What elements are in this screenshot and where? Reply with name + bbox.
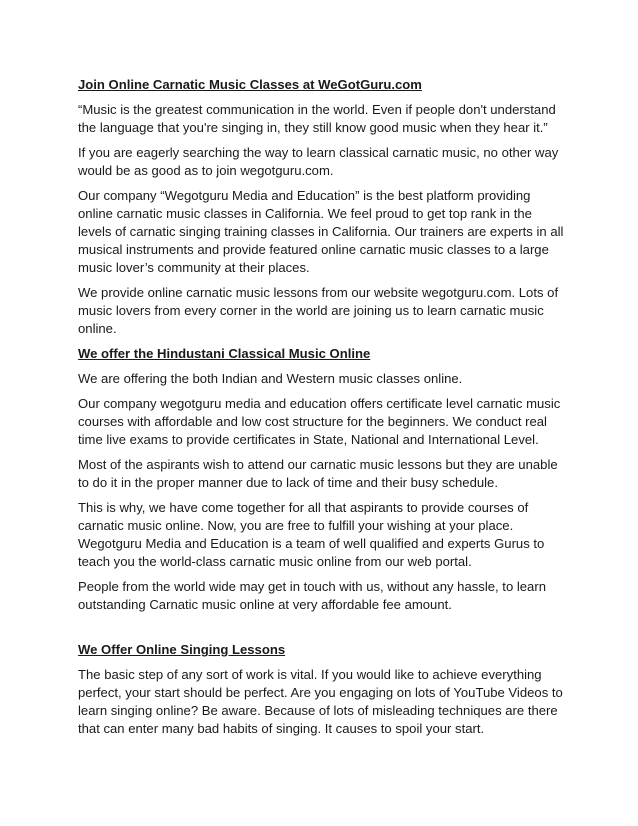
section-spacer <box>78 621 564 641</box>
document-page <box>78 76 564 745</box>
quote-paragraph: “Music is the greatest communication in the world. Even if people don't understand the language that you're singing in, they still know good music when they hear it.” <box>78 102 556 135</box>
section-heading-singing-lessons: We Offer Online Singing Lessons <box>78 642 286 657</box>
lessons-paragraph: We provide online carnatic music lessons from our website wegotguru.com. Lots of music lovers from every corner in the world are joining us to learn carnatic music online. <box>78 285 559 336</box>
intro-paragraph: If you are eagerly searching the way to learn classical carnatic music, no other way would be as good as to join wegotguru.com. <box>78 145 559 178</box>
aspirants-paragraph: Most of the aspirants wish to attend our carnatic music lessons but they are unable to do it in the proper manner due to lack of time and their busy schedule. <box>78 457 558 490</box>
company-paragraph: Our company “Wegotguru Media and Education” is the best platform providing online carnatic music classes in California. We feel proud to get top rank in the levels of carnatic singing training classes in California. Our trainers are experts in all musical instruments and provide featured online carnatic music classes to a large music lover’s community at their places. <box>78 188 564 275</box>
section-heading-hindustani: We offer the Hindustani Classical Music Online <box>78 346 371 361</box>
contact-paragraph: People from the world wide may get in touch with us, without any hassle, to learn outstanding Carnatic music online at very affordable fee amount. <box>78 579 546 612</box>
offering-paragraph: We are offering the both Indian and Western music classes online. <box>78 371 463 386</box>
singing-paragraph: The basic step of any sort of work is vital. If you would like to achieve everything perfect, your start should be perfect. Are you engaging on lots of YouTube Videos to learn singing online? Be aware. Because of lots of misleading techniques are there that can enter many bad habits of singing. It causes to spoil your start. <box>78 667 563 736</box>
certificate-paragraph: Our company wegotguru media and education offers certificate level carnatic music courses with affordable and low cost structure for the beginners. We conduct real time live exams to provide certificates in State, National and International Level. <box>78 396 561 447</box>
section-heading-join-online: Join Online Carnatic Music Classes at WeGotGuru.com <box>78 77 422 92</box>
courses-paragraph: This is why, we have come together for all that aspirants to provide courses of carnatic music online. Now, you are free to fulfill your wishing at your place. Wegotguru Media and Education is a team of well qualified and experts Gurus to teach you the world-class carnatic music online from our web portal. <box>78 500 545 569</box>
